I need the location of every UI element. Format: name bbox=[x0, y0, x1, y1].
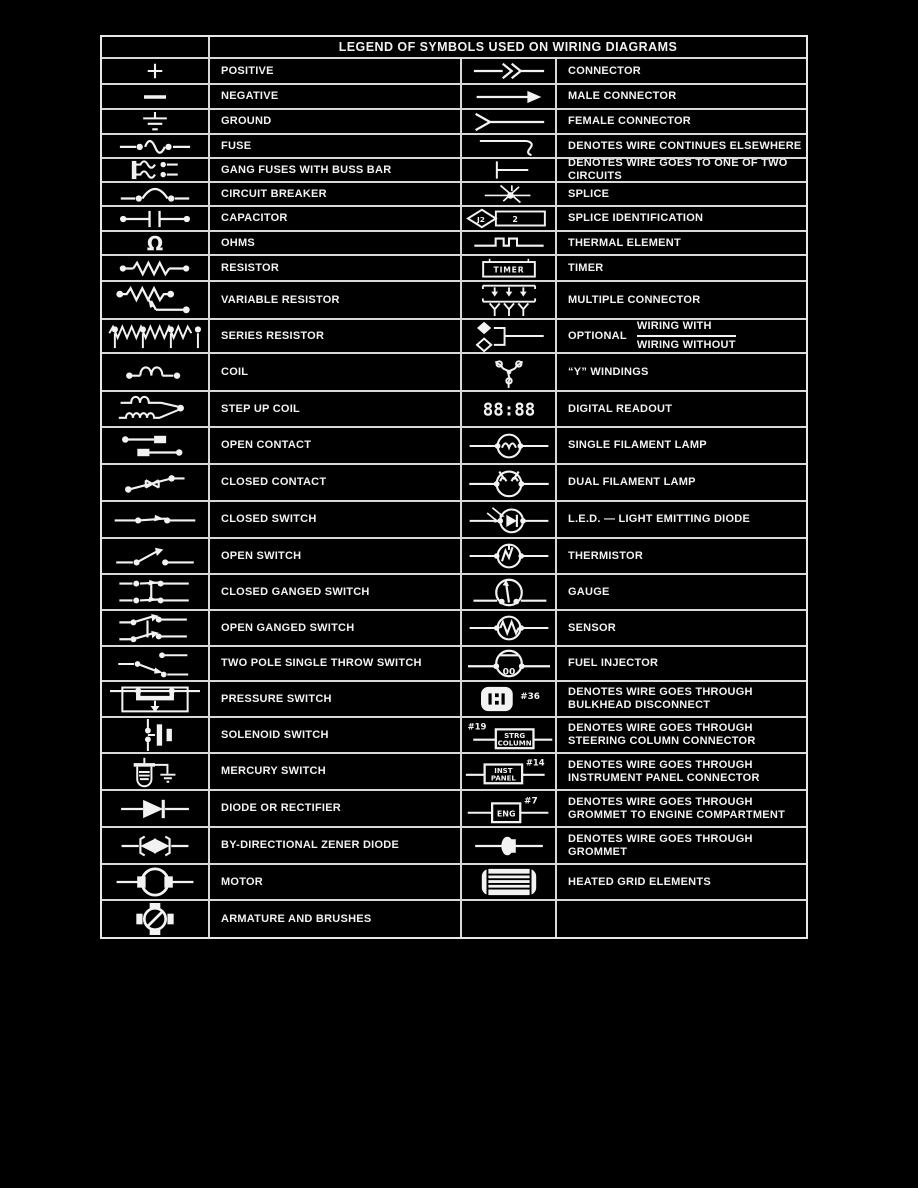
left-symbol-cell bbox=[102, 135, 208, 157]
right-symbol-cell bbox=[462, 718, 555, 752]
ground-icon bbox=[140, 112, 170, 132]
left-label-cell bbox=[210, 611, 460, 645]
left-symbol-cell bbox=[102, 282, 208, 318]
wire-continues-icon bbox=[478, 136, 540, 156]
left-label-cell bbox=[210, 232, 460, 254]
legend-label: DIODE OR RECTIFIER bbox=[221, 802, 342, 815]
right-label-cell bbox=[557, 539, 806, 573]
right-symbol-cell bbox=[462, 59, 555, 83]
legend-label: HEATED GRID ELEMENTS bbox=[568, 875, 711, 888]
legend-label: THERMAL ELEMENT bbox=[568, 236, 681, 249]
bulkhead-disconnect-icon bbox=[468, 685, 550, 713]
legend-label: DENOTES WIRE GOES THROUGH STEERING COLUMN CONNECTOR bbox=[568, 722, 756, 747]
closed-contact-icon bbox=[116, 471, 194, 495]
connector-icon bbox=[469, 62, 549, 80]
left-symbol-cell bbox=[102, 428, 208, 463]
left-symbol-cell bbox=[102, 901, 208, 937]
left-label-cell bbox=[210, 682, 460, 716]
left-label-cell bbox=[210, 428, 460, 463]
svg-text:#14: #14 bbox=[525, 756, 545, 767]
legend-label: GROUND bbox=[221, 115, 272, 128]
svg-text:J2: J2 bbox=[476, 215, 485, 224]
one-of-two-circuits-icon bbox=[486, 160, 532, 180]
right-label-cell bbox=[557, 354, 806, 390]
right-label-cell bbox=[557, 428, 806, 463]
right-symbol-cell bbox=[462, 85, 555, 108]
right-label-cell bbox=[557, 207, 806, 230]
right-symbol-cell bbox=[462, 828, 555, 863]
svg-text:#36: #36 bbox=[519, 692, 540, 702]
left-symbol-cell bbox=[102, 256, 208, 280]
single-filament-lamp-icon bbox=[463, 432, 555, 460]
left-label-cell bbox=[210, 575, 460, 609]
step-up-coil-icon bbox=[112, 394, 198, 424]
right-label-cell bbox=[557, 502, 806, 537]
right-symbol-cell bbox=[462, 682, 555, 716]
right-symbol-cell bbox=[462, 465, 555, 500]
right-label-cell bbox=[557, 901, 806, 937]
right-symbol-cell bbox=[462, 135, 555, 157]
legend-label: MULTIPLE CONNECTOR bbox=[568, 293, 701, 306]
closed-switch-icon bbox=[111, 512, 199, 527]
digital-readout-icon bbox=[478, 398, 540, 420]
legend-label: OPEN SWITCH bbox=[221, 549, 302, 562]
right-label-cell bbox=[557, 232, 806, 254]
right-symbol-cell bbox=[462, 754, 555, 789]
male-connector-icon bbox=[471, 90, 547, 104]
legend-label: FUSE bbox=[221, 139, 252, 152]
right-label-cell bbox=[557, 611, 806, 645]
grommet-icon bbox=[469, 835, 549, 857]
left-symbol-cell bbox=[102, 85, 208, 108]
left-label-cell bbox=[210, 791, 460, 826]
legend-label: MOTOR bbox=[221, 875, 263, 888]
left-symbol-cell bbox=[102, 682, 208, 716]
right-symbol-cell bbox=[462, 539, 555, 573]
circuit-breaker-icon bbox=[117, 185, 193, 203]
svg-text:2: 2 bbox=[511, 215, 518, 224]
variable-resistor-icon bbox=[111, 285, 199, 315]
svg-text:PANEL: PANEL bbox=[490, 772, 516, 782]
left-label-cell bbox=[210, 718, 460, 752]
wiring-without-label: WIRING WITHOUT bbox=[636, 339, 736, 351]
legend-label: BY-DIRECTIONAL ZENER DIODE bbox=[221, 839, 400, 852]
legend-label: GANG FUSES WITH BUSS BAR bbox=[221, 163, 392, 176]
mercury-switch-icon bbox=[111, 756, 199, 788]
legend-label: CIRCUIT BREAKER bbox=[221, 187, 327, 200]
legend-label: FUEL INJECTOR bbox=[568, 657, 659, 670]
negative-icon bbox=[142, 93, 168, 101]
legend-label: OPEN GANGED SWITCH bbox=[221, 621, 355, 634]
left-label-cell bbox=[210, 754, 460, 789]
right-symbol-cell bbox=[462, 611, 555, 645]
legend-label: OPEN CONTACT bbox=[221, 439, 312, 452]
thermistor-icon bbox=[463, 542, 555, 570]
left-symbol-cell bbox=[102, 320, 208, 352]
legend-label: “Y” WINDINGS bbox=[568, 365, 649, 378]
right-label-cell bbox=[557, 183, 806, 205]
closed-ganged-switch-icon bbox=[114, 577, 196, 607]
legend-label: DENOTES WIRE GOES THROUGH BULKHEAD DISCONNECT bbox=[568, 686, 753, 711]
left-label-cell bbox=[210, 320, 460, 352]
thermal-element-icon bbox=[469, 235, 549, 251]
diode-or-rectifier-icon bbox=[115, 798, 195, 820]
left-label-cell bbox=[210, 59, 460, 83]
svg-text:Ω: Ω bbox=[146, 233, 164, 253]
right-label-cell bbox=[557, 754, 806, 789]
left-label-cell bbox=[210, 865, 460, 899]
left-label-cell bbox=[210, 502, 460, 537]
legend-label: NEGATIVE bbox=[221, 90, 279, 103]
left-symbol-cell bbox=[102, 718, 208, 752]
right-label-cell bbox=[557, 791, 806, 826]
right-label-cell bbox=[557, 647, 806, 680]
right-symbol-cell bbox=[462, 159, 555, 181]
legend-label: DENOTES WIRE GOES THROUGH GROMMET TO ENGINE COMPARTMENT bbox=[568, 795, 786, 821]
legend-label: RESISTOR bbox=[221, 261, 280, 274]
right-symbol-cell bbox=[462, 110, 555, 133]
right-symbol-cell bbox=[462, 183, 555, 205]
left-symbol-cell bbox=[102, 354, 208, 390]
header-empty-cell bbox=[102, 37, 208, 57]
heated-grid-icon bbox=[477, 867, 541, 897]
instrument-panel-connector-icon bbox=[462, 757, 555, 787]
left-label-cell bbox=[210, 901, 460, 937]
right-symbol-cell bbox=[462, 865, 555, 899]
legend-label: GAUGE bbox=[568, 585, 610, 598]
steering-column-connector-icon bbox=[462, 719, 555, 751]
optional-wiring-icon bbox=[468, 320, 550, 352]
left-label-cell bbox=[210, 256, 460, 280]
left-label-cell bbox=[210, 465, 460, 500]
legend-label: SPLICE bbox=[568, 187, 610, 200]
right-label-cell bbox=[557, 682, 806, 716]
legend-label: TIMER bbox=[568, 261, 604, 274]
legend-label: MALE CONNECTOR bbox=[568, 90, 677, 103]
led-icon bbox=[463, 506, 555, 534]
left-symbol-cell bbox=[102, 865, 208, 899]
open-switch-icon bbox=[112, 544, 198, 568]
right-label-cell bbox=[557, 465, 806, 500]
right-label-cell bbox=[557, 575, 806, 609]
left-symbol-cell bbox=[102, 232, 208, 254]
right-symbol-cell bbox=[462, 575, 555, 609]
legend-label: TWO POLE SINGLE THROW SWITCH bbox=[221, 657, 422, 670]
left-symbol-cell bbox=[102, 392, 208, 426]
left-symbol-cell bbox=[102, 611, 208, 645]
legend-label: STEP UP COIL bbox=[221, 402, 301, 415]
legend-title: LEGEND OF SYMBOLS USED ON WIRING DIAGRAMS bbox=[210, 37, 806, 57]
positive-icon bbox=[145, 61, 165, 81]
right-label-cell bbox=[557, 828, 806, 863]
left-symbol-cell bbox=[102, 159, 208, 181]
svg-text:INST: INST bbox=[493, 765, 513, 775]
motor-icon bbox=[113, 867, 197, 897]
right-label-cell bbox=[557, 159, 806, 181]
legend-label: CAPACITOR bbox=[221, 212, 288, 225]
svg-text:#7: #7 bbox=[523, 795, 538, 806]
left-symbol-cell bbox=[102, 183, 208, 205]
legend-label: DENOTES WIRE CONTINUES ELSEWHERE bbox=[568, 139, 802, 152]
legend-label: L.E.D. — LIGHT EMITTING DIODE bbox=[568, 513, 751, 526]
legend-label: CONNECTOR bbox=[568, 64, 641, 77]
legend-table bbox=[100, 35, 808, 939]
left-label-cell bbox=[210, 828, 460, 863]
fuse-icon bbox=[115, 137, 195, 155]
coil-icon bbox=[120, 361, 190, 383]
left-label-cell bbox=[210, 110, 460, 133]
right-label-cell bbox=[557, 85, 806, 108]
svg-text:ENG: ENG bbox=[496, 809, 515, 818]
optional-wiring-label bbox=[568, 320, 736, 351]
left-symbol-cell bbox=[102, 110, 208, 133]
legend-label: OHMS bbox=[221, 236, 255, 249]
open-contact-icon bbox=[116, 433, 194, 459]
right-symbol-cell bbox=[462, 647, 555, 680]
legend-label: SOLENOID SWITCH bbox=[221, 728, 329, 741]
right-symbol-cell bbox=[462, 428, 555, 463]
left-symbol-cell bbox=[102, 539, 208, 573]
right-symbol-cell bbox=[462, 320, 555, 352]
legend-label: DIGITAL READOUT bbox=[568, 402, 673, 415]
solenoid-switch-icon bbox=[126, 719, 184, 751]
gang-fuses-icon bbox=[126, 160, 184, 180]
timer-icon bbox=[477, 258, 541, 279]
left-label-cell bbox=[210, 159, 460, 181]
right-label-cell bbox=[557, 59, 806, 83]
right-symbol-cell bbox=[462, 282, 555, 318]
right-symbol-cell bbox=[462, 256, 555, 280]
legend-label: PRESSURE SWITCH bbox=[221, 692, 332, 705]
legend-label: FEMALE CONNECTOR bbox=[568, 115, 691, 128]
splice-identification-icon bbox=[466, 208, 552, 229]
right-label-cell bbox=[557, 392, 806, 426]
left-label-cell bbox=[210, 354, 460, 390]
right-label-cell bbox=[557, 256, 806, 280]
legend-label: SPLICE IDENTIFICATION bbox=[568, 212, 704, 225]
right-label-cell bbox=[557, 320, 806, 352]
right-symbol-cell bbox=[462, 392, 555, 426]
legend-label: DENOTES WIRE GOES THROUGH INSTRUMENT PANEL CONNECTOR bbox=[568, 758, 760, 784]
legend-label: POSITIVE bbox=[221, 64, 274, 77]
legend-label: SINGLE FILAMENT LAMP bbox=[568, 439, 707, 452]
multiple-connector-icon bbox=[474, 284, 544, 316]
armature-and-brushes-icon bbox=[133, 903, 177, 935]
gauge-icon bbox=[463, 577, 555, 608]
right-symbol-cell bbox=[462, 901, 555, 937]
svg-text:88:88: 88:88 bbox=[482, 400, 535, 420]
optional-prefix: OPTIONAL bbox=[568, 329, 627, 342]
legend-label: DENOTES WIRE GOES TO ONE OF TWO CIRCUITS bbox=[568, 159, 788, 181]
ohms-icon bbox=[143, 233, 167, 253]
right-label-cell bbox=[557, 718, 806, 752]
sensor-icon bbox=[463, 614, 555, 642]
left-symbol-cell bbox=[102, 502, 208, 537]
engine-grommet-icon bbox=[464, 794, 554, 824]
svg-text:STRG: STRG bbox=[503, 730, 525, 740]
left-label-cell bbox=[210, 85, 460, 108]
left-label-cell bbox=[210, 135, 460, 157]
right-label-cell bbox=[557, 282, 806, 318]
wiring-with-label: WIRING WITH bbox=[637, 320, 736, 337]
open-ganged-switch-icon bbox=[114, 613, 196, 643]
svg-text:00: 00 bbox=[502, 667, 515, 678]
legend-label: THERMISTOR bbox=[568, 549, 644, 562]
pressure-switch-icon bbox=[105, 684, 205, 714]
right-symbol-cell bbox=[462, 791, 555, 826]
capacitor-icon bbox=[115, 209, 195, 229]
resistor-icon bbox=[116, 260, 194, 277]
legend-label: CLOSED GANGED SWITCH bbox=[221, 585, 370, 598]
right-symbol-cell bbox=[462, 232, 555, 254]
svg-text:#19: #19 bbox=[467, 721, 486, 732]
left-label-cell bbox=[210, 183, 460, 205]
series-resistor-icon bbox=[105, 322, 205, 350]
legend-label: MERCURY SWITCH bbox=[221, 765, 326, 778]
fuel-injector-icon bbox=[463, 648, 555, 679]
two-pole-single-throw-switch-icon bbox=[112, 650, 198, 678]
left-label-cell bbox=[210, 207, 460, 230]
right-label-cell bbox=[557, 135, 806, 157]
female-connector-icon bbox=[472, 112, 546, 132]
right-symbol-cell bbox=[462, 354, 555, 390]
left-symbol-cell bbox=[102, 791, 208, 826]
left-symbol-cell bbox=[102, 647, 208, 680]
left-label-cell bbox=[210, 647, 460, 680]
right-symbol-cell bbox=[462, 207, 555, 230]
legend-label: DUAL FILAMENT LAMP bbox=[568, 476, 696, 489]
legend-label: CLOSED SWITCH bbox=[221, 513, 317, 526]
left-label-cell bbox=[210, 282, 460, 318]
left-symbol-cell bbox=[102, 59, 208, 83]
legend-label: SERIES RESISTOR bbox=[221, 329, 325, 342]
left-symbol-cell bbox=[102, 828, 208, 863]
left-symbol-cell bbox=[102, 207, 208, 230]
left-symbol-cell bbox=[102, 465, 208, 500]
splice-icon bbox=[483, 184, 535, 204]
right-label-cell bbox=[557, 865, 806, 899]
svg-text:TIMER: TIMER bbox=[493, 265, 524, 275]
legend-label: ARMATURE AND BRUSHES bbox=[221, 912, 372, 925]
legend-label: SENSOR bbox=[568, 621, 616, 634]
right-symbol-cell bbox=[462, 502, 555, 537]
left-symbol-cell bbox=[102, 575, 208, 609]
legend-label: DENOTES WIRE GOES THROUGH GROMMET bbox=[568, 832, 753, 858]
legend-label: VARIABLE RESISTOR bbox=[221, 293, 340, 306]
left-symbol-cell bbox=[102, 754, 208, 789]
y-windings-icon bbox=[486, 356, 532, 388]
legend-label: COIL bbox=[221, 365, 249, 378]
bidirectional-zener-diode-icon bbox=[115, 834, 195, 858]
right-label-cell bbox=[557, 110, 806, 133]
dual-filament-lamp-icon bbox=[463, 468, 555, 498]
left-label-cell bbox=[210, 539, 460, 573]
svg-text:COLUMN: COLUMN bbox=[497, 738, 532, 748]
legend-label: CLOSED CONTACT bbox=[221, 476, 327, 489]
left-label-cell bbox=[210, 392, 460, 426]
